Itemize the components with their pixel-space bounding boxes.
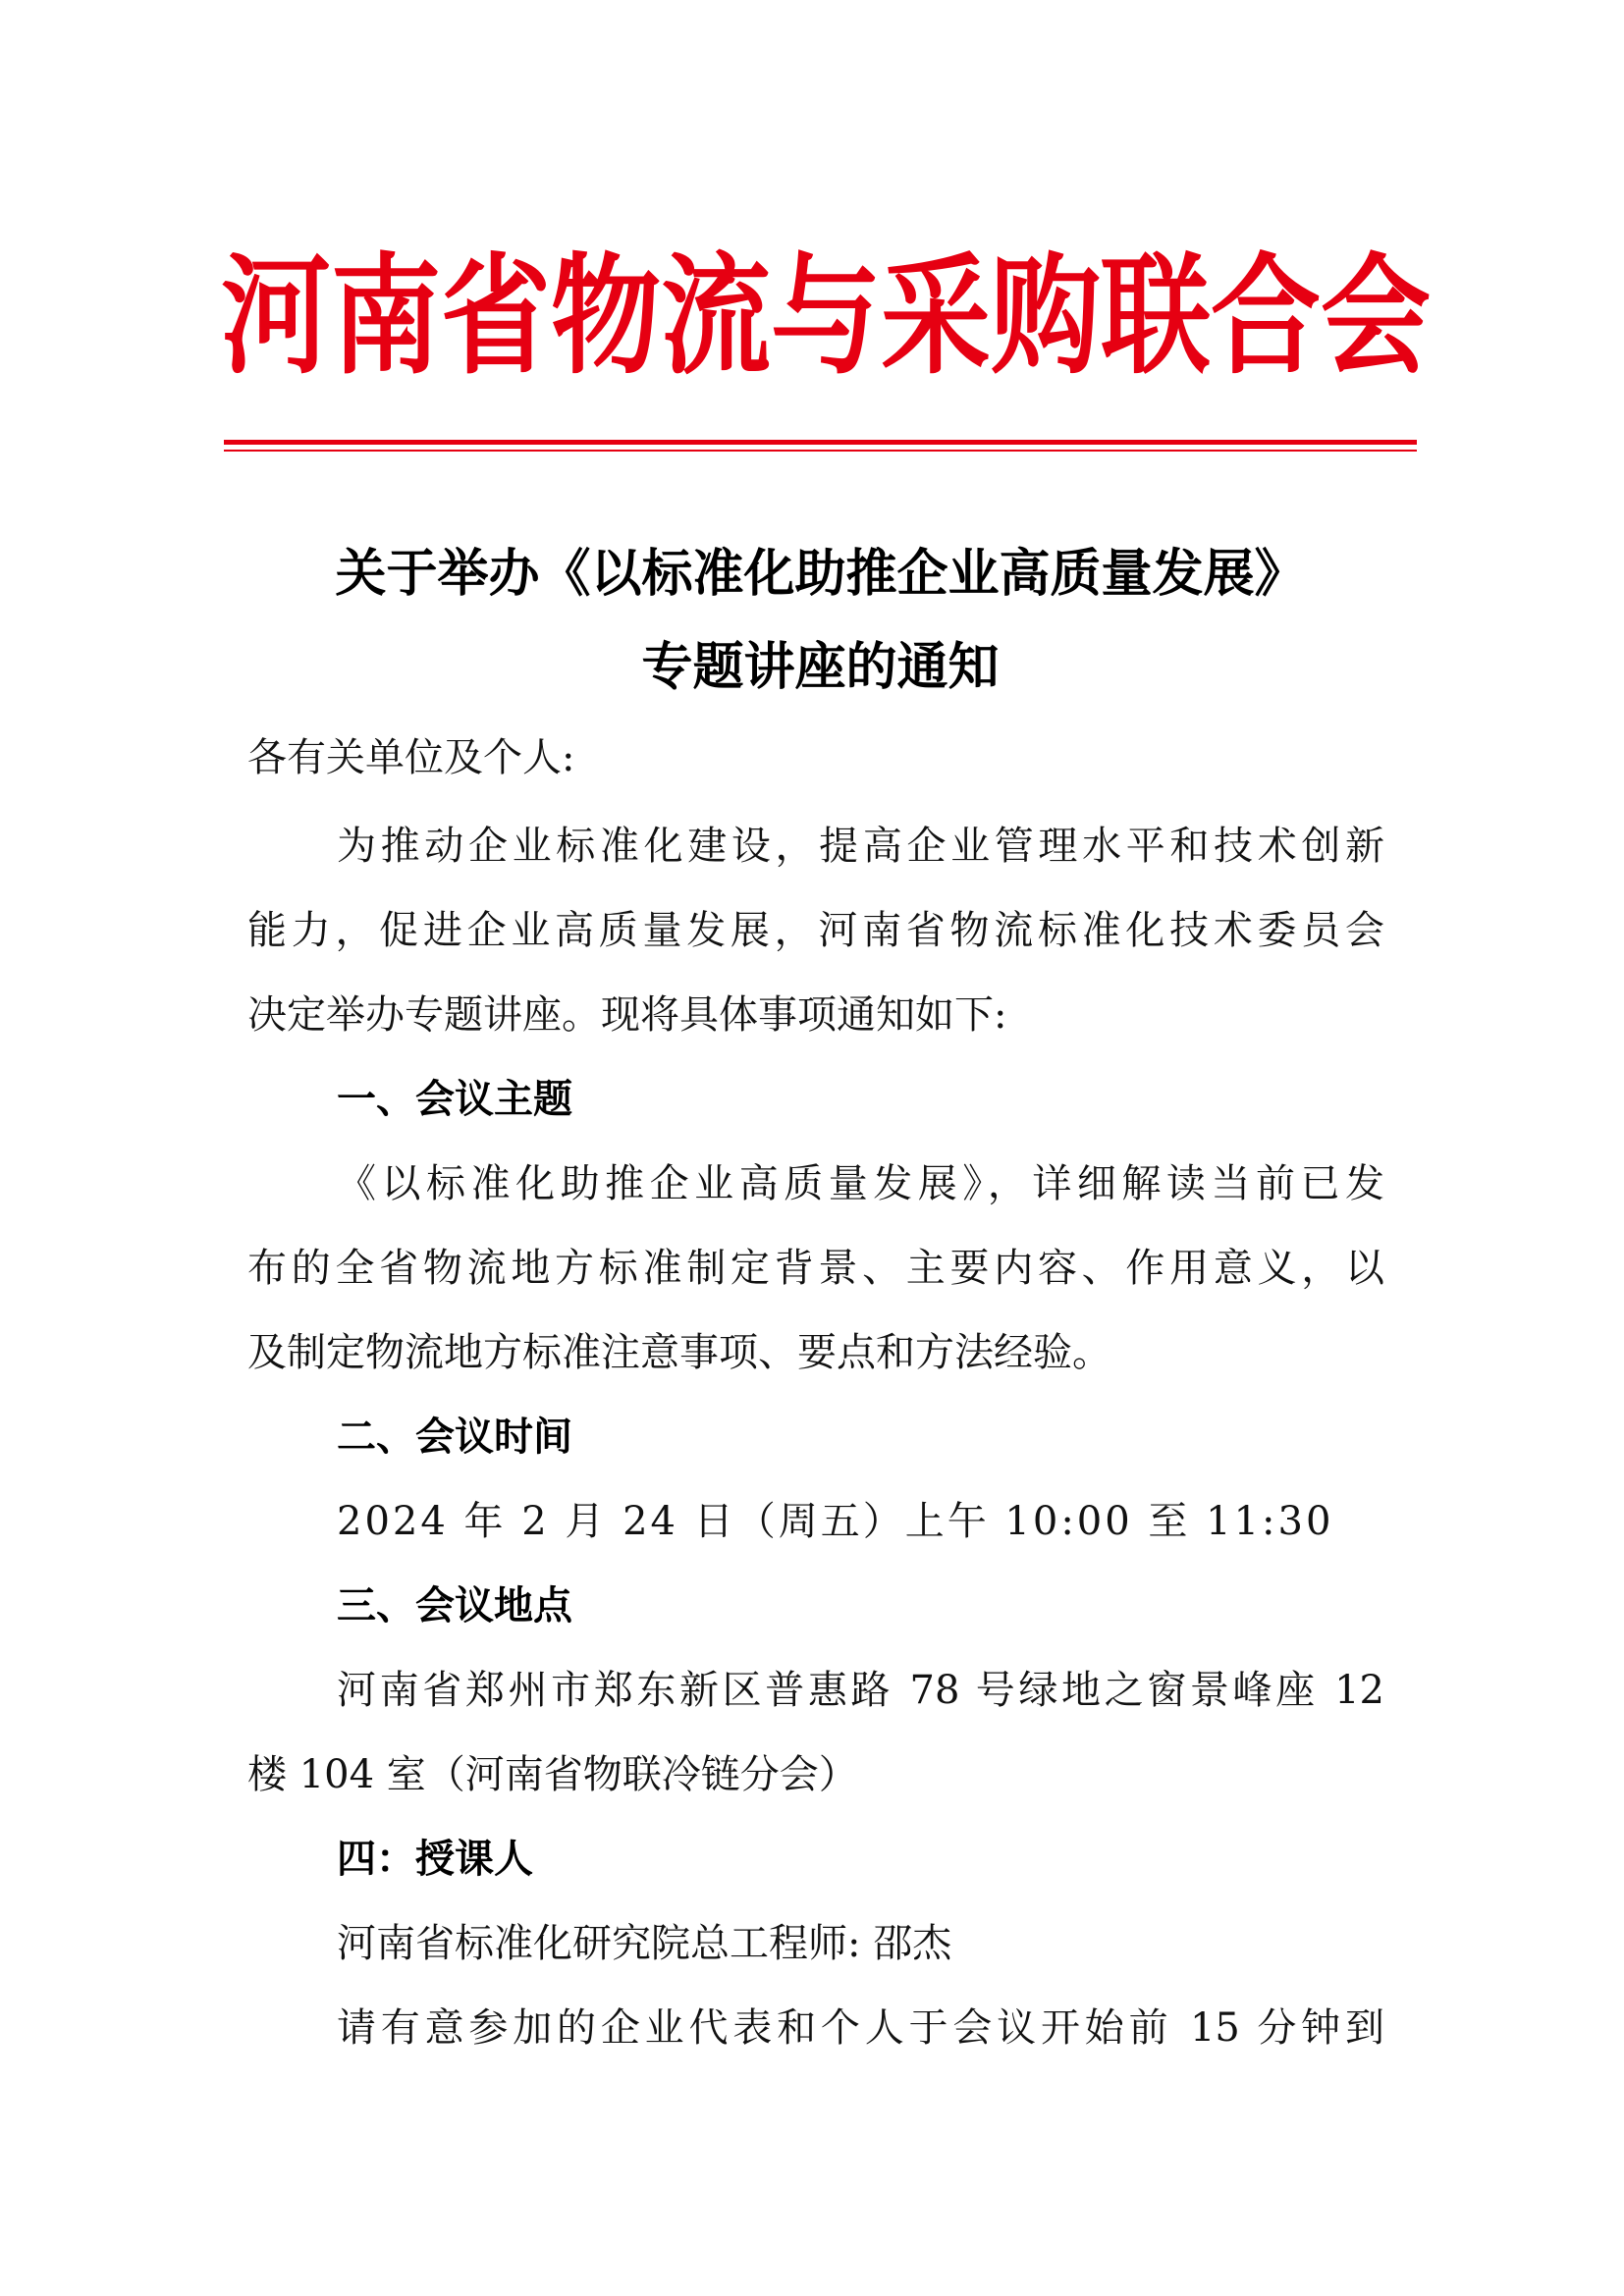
topic-line-1: 《以标准化助推企业高质量发展》，详细解读当前已发 bbox=[337, 1161, 1384, 1206]
intro-line-3: 决定举办专题讲座。现将具体事项通知如下: bbox=[247, 992, 1007, 1038]
lecturer-line: 河南省标准化研究院总工程师: 邵杰 bbox=[337, 1921, 952, 1966]
topic-line-3: 及制定物流地方标准注意事项、要点和方法经验。 bbox=[247, 1330, 1111, 1375]
closing-line: 请有意参加的企业代表和个人于会议开始前 15 分钟到 bbox=[337, 2005, 1384, 2051]
section-heading-lecturer: 四：授课人 bbox=[337, 1837, 533, 1882]
organization-masthead: 河南省物流与采购联合会 bbox=[221, 241, 1431, 393]
intro-line-1: 为推动企业标准化建设，提高企业管理水平和技术创新 bbox=[337, 824, 1384, 869]
section-heading-topic: 一、会议主题 bbox=[337, 1077, 572, 1122]
notice-title-line-1: 关于举办《以标准化助推企业高质量发展》 bbox=[335, 545, 1306, 604]
salutation: 各有关单位及个人: bbox=[247, 735, 575, 780]
intro-line-2: 能力，促进企业高质量发展，河南省物流标准化技术委员会 bbox=[247, 908, 1384, 953]
section-heading-location: 三、会议地点 bbox=[337, 1583, 572, 1629]
topic-line-2: 布的全省物流地方标准制定背景、主要内容、作用意义，以 bbox=[247, 1246, 1384, 1291]
meeting-time: 2024 年 2 月 24 日（周五）上午 10:00 至 11:30 bbox=[337, 1499, 1334, 1544]
section-heading-time: 二、会议时间 bbox=[337, 1415, 572, 1460]
red-divider-thin bbox=[224, 450, 1417, 452]
notice-title-line-2: 专题讲座的通知 bbox=[641, 638, 1000, 697]
location-line-1: 河南省郑州市郑东新区普惠路 78 号绿地之窗景峰座 12 bbox=[337, 1668, 1384, 1713]
red-divider-thick bbox=[224, 440, 1417, 445]
location-line-2: 楼 104 室（河南省物联冷链分会） bbox=[247, 1752, 858, 1797]
